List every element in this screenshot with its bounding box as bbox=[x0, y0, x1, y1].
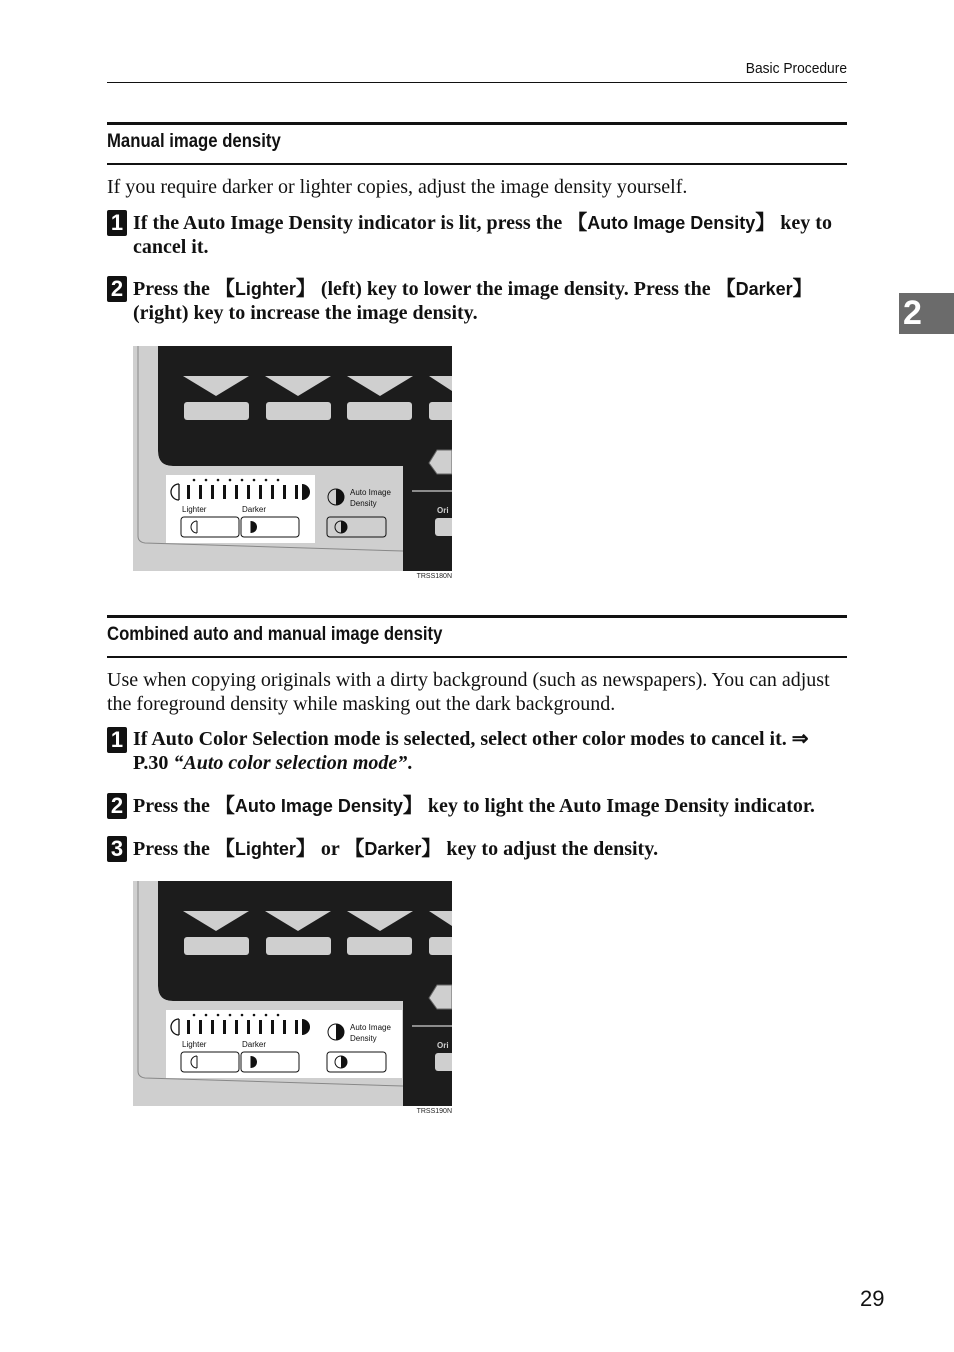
running-header: Basic Procedure bbox=[745, 60, 847, 77]
figure-code: TRSS190N bbox=[416, 1108, 452, 1115]
step bbox=[107, 793, 847, 818]
step bbox=[107, 836, 847, 861]
page-number: 29 bbox=[860, 1286, 885, 1311]
section-rule-top bbox=[107, 122, 847, 125]
section-rule-top bbox=[107, 615, 847, 618]
step-text: Press the 【Auto Image Density】 key to light the Auto Image Density indicator. bbox=[133, 793, 815, 817]
section-title: Manual image density bbox=[107, 131, 281, 152]
step-number: 2 bbox=[107, 793, 127, 819]
darker-label: Darker bbox=[242, 1040, 267, 1049]
step bbox=[107, 210, 847, 259]
section-rule-bottom bbox=[107, 163, 847, 165]
key-name: Darker bbox=[364, 839, 422, 859]
step bbox=[107, 276, 847, 325]
auto-image-density-label: Density bbox=[350, 499, 377, 508]
key-name: Darker bbox=[735, 279, 793, 299]
section-intro: Use when copying originals with a dirty background (such as newspapers). You can adjust the foreground density while masking out the dark background. bbox=[107, 669, 830, 715]
step-number: 3 bbox=[107, 836, 127, 862]
step-number: 1 bbox=[107, 727, 127, 753]
step-number: 2 bbox=[107, 276, 127, 302]
section-intro: If you require darker or lighter copies, adjust the image density yourself. bbox=[107, 176, 688, 198]
original-label: Ori bbox=[437, 506, 449, 515]
control-panel-figure bbox=[133, 346, 452, 571]
step-text: If the Auto Image Density indicator is lit, press the 【Auto Image Density】 key to cancel it. bbox=[133, 210, 832, 258]
original-label: Ori bbox=[437, 1041, 449, 1050]
section-title: Combined auto and manual image density bbox=[107, 624, 443, 645]
auto-image-density-indicator-icon bbox=[328, 1024, 344, 1040]
step bbox=[107, 727, 847, 775]
control-panel-figure bbox=[133, 881, 452, 1106]
key-name: Lighter bbox=[234, 839, 296, 859]
chapter-tab: 2 bbox=[899, 293, 954, 334]
auto-image-density-key[interactable] bbox=[327, 1052, 386, 1072]
auto-image-density-key[interactable] bbox=[327, 517, 386, 537]
auto-image-density-label: Auto Image bbox=[350, 1023, 391, 1032]
auto-image-density-label: Auto Image bbox=[350, 488, 391, 497]
lighter-label: Lighter bbox=[182, 1040, 207, 1049]
lighter-key[interactable] bbox=[181, 1052, 239, 1072]
cross-reference[interactable]: “Auto color selection mode” bbox=[173, 752, 408, 774]
figure-code: TRSS180N bbox=[416, 573, 452, 580]
auto-image-density-label: Density bbox=[350, 1034, 377, 1043]
key-name: Lighter bbox=[234, 279, 296, 299]
step-text: If Auto Color Selection mode is selected, select other color modes to cancel it. ⇒ P.30 “Auto color selection mode”. bbox=[133, 728, 809, 774]
section-rule-bottom bbox=[107, 656, 847, 658]
key-name: Auto Image Density bbox=[234, 796, 403, 816]
step-number: 1 bbox=[107, 210, 127, 236]
lighter-key[interactable] bbox=[181, 517, 239, 537]
key-name: Auto Image Density bbox=[587, 213, 756, 233]
darker-key[interactable] bbox=[241, 1052, 299, 1072]
step-text: Press the 【Lighter】 or 【Darker】 key to adjust the density. bbox=[133, 836, 659, 860]
darker-label: Darker bbox=[242, 505, 267, 514]
step-text: Press the 【Lighter】 (left) key to lower the image density. Press the 【Darker】 (right) key to increase the image density. bbox=[133, 276, 813, 324]
auto-image-density-indicator-icon bbox=[328, 489, 344, 505]
header-rule bbox=[107, 82, 847, 83]
lighter-label: Lighter bbox=[182, 505, 207, 514]
darker-key[interactable] bbox=[241, 517, 299, 537]
